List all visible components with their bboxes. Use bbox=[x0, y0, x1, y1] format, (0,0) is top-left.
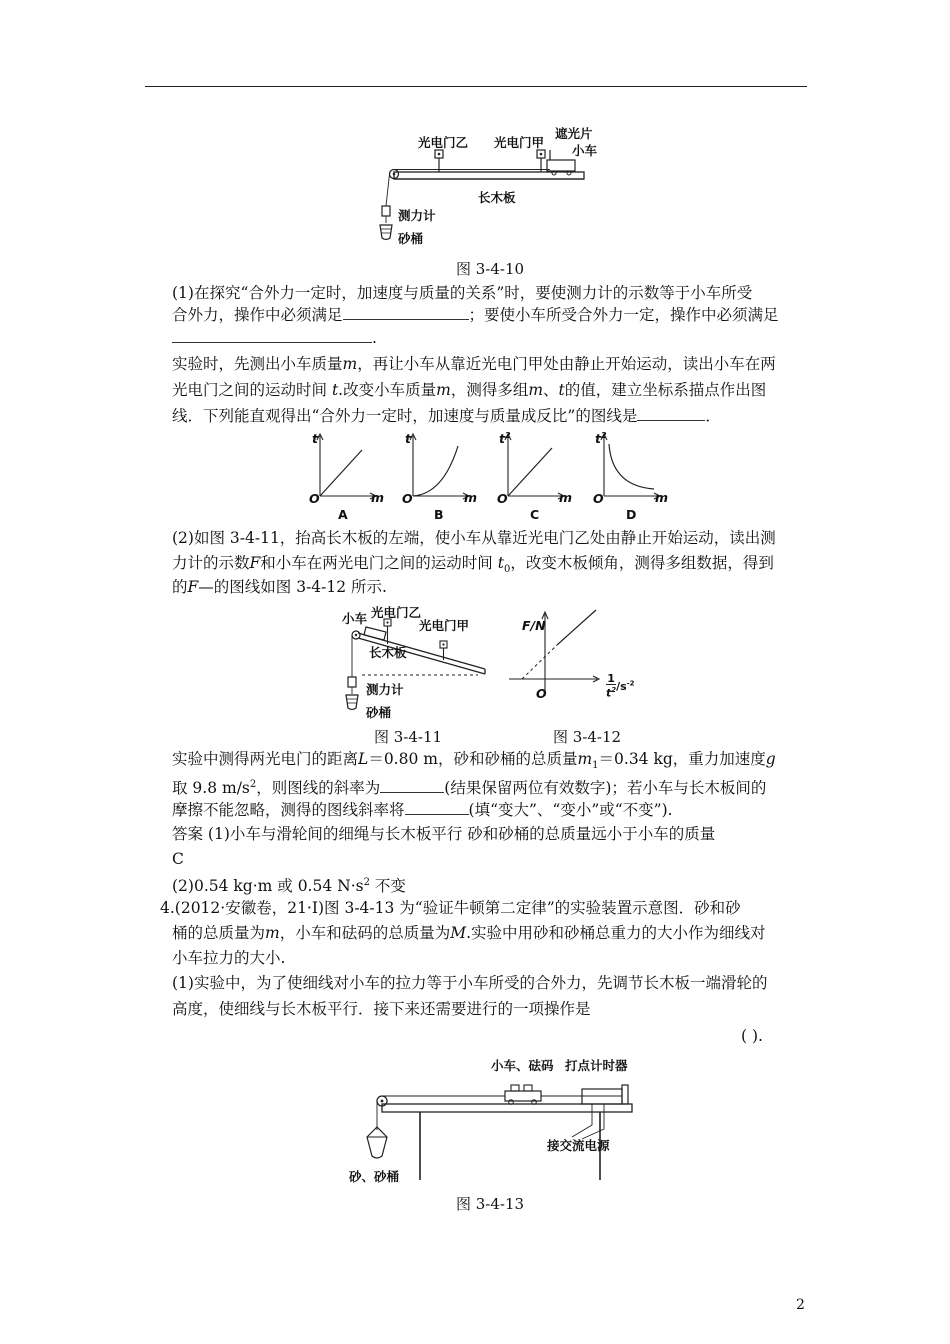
header-rule bbox=[145, 86, 807, 87]
q3-line1: 实验中测得两光电门的距离L＝0.80 m，砂和砂桶的总质量$m_1=0.34$ kg，重力加速度g bbox=[172, 750, 776, 772]
fig12-xlabel: $\frac{1}{t^2}$ $/s^{-2}$ bbox=[606, 672, 635, 700]
fig13-caption: 图 3-4-13 bbox=[456, 1195, 525, 1213]
fig10-meter-label: 测力计 bbox=[398, 208, 436, 223]
graph-b-plot bbox=[403, 432, 473, 504]
q1-blank-1[interactable] bbox=[343, 305, 469, 320]
graph-d-ylabel: $t^2$ bbox=[595, 431, 607, 447]
q4-line3: 小车拉力的大小. bbox=[172, 949, 286, 967]
fig12-line bbox=[557, 610, 596, 645]
fig12-origin: O bbox=[536, 686, 547, 701]
fig10-cart-label: 小车 bbox=[572, 143, 598, 158]
fig11-caption: 图 3-4-11 bbox=[374, 728, 443, 746]
fig13-sand-label: 砂、砂桶 bbox=[349, 1169, 400, 1184]
graph-b-curve bbox=[413, 446, 458, 496]
fig13-power-label: 接交流电源 bbox=[547, 1138, 610, 1153]
answer-line1: 答案 (1)小车与滑轮间的细绳与长木板平行 砂和砂桶的总质量远小于小车的质量 bbox=[172, 825, 716, 843]
q3-line2: 取 9.8 $m/s^2$，则图线的斜率为 (结果保留两位有效数字)；若小车与长木板间的 bbox=[172, 779, 767, 798]
q1-line2: 合外力，操作中必须满足 ；要使小车所受合外力一定，操作中必须满足 bbox=[172, 306, 779, 324]
graph-c-ylabel: $t^2$ bbox=[499, 431, 511, 447]
fig12-ylabel: F/N bbox=[522, 618, 546, 633]
q4-answer-bracket: ( ). bbox=[741, 1027, 763, 1045]
q1-para-line2: 光电门之间的运动时间 t.改变小车质量m，测得多组m、t的值，建立坐标系描点作出图 bbox=[172, 381, 767, 399]
fig12-caption: 图 3-4-12 bbox=[553, 728, 622, 746]
fig11-gate-b-label: 光电门乙 bbox=[371, 605, 422, 620]
q1-blank-2[interactable] bbox=[172, 328, 372, 343]
graph-a-letter: A bbox=[338, 507, 348, 522]
fig10-shade-label: 遮光片 bbox=[555, 126, 593, 141]
q2-line3: 的F—的图线如图 3-4-12 所示. bbox=[172, 578, 387, 596]
fig10-gate-a-label: 光电门甲 bbox=[494, 135, 545, 150]
q4-line2: 桶的总质量为m，小车和砝码的总质量为M.实验中用砂和砂桶总重力的大小作为细线对 bbox=[172, 924, 766, 942]
fig11-board-label: 长木板 bbox=[369, 645, 407, 660]
fig10-board-label: 长木板 bbox=[478, 190, 516, 205]
q2-line2: 力计的示数F和小车在两光电门之间的运动时间 $t_0$，改变木板倾角，测得多组数据，得到 bbox=[172, 554, 774, 576]
q1-para-line3: 线．下列能直观得出“合外力一定时，加速度与质量成反比”的图线是 ． bbox=[172, 407, 721, 425]
fig13-timer-label: 打点计时器 bbox=[565, 1058, 628, 1073]
fig11-bucket-label: 砂桶 bbox=[366, 705, 392, 720]
fig12-extrapolation bbox=[522, 645, 557, 679]
fig13-drawing bbox=[360, 1065, 640, 1185]
answer-line2: C bbox=[172, 850, 184, 868]
q3-blank-2[interactable] bbox=[405, 800, 469, 815]
page-number: 2 bbox=[796, 1297, 805, 1313]
fig10-gate-b-label: 光电门乙 bbox=[418, 135, 469, 150]
fig13-cart-label: 小车、砝码 bbox=[491, 1058, 554, 1073]
answer-line3: (2)0.54 kg·m 或 0.54 $N\cdot s^2$ 不变 bbox=[172, 877, 406, 896]
q4-line4: (1)实验中，为了使细线对小车的拉力等于小车所受的合外力，先调节长木板一端滑轮的 bbox=[172, 974, 768, 992]
graph-b-xlabel: m bbox=[464, 490, 478, 505]
graph-d-curve bbox=[609, 444, 654, 489]
q1-blank-3[interactable] bbox=[637, 406, 705, 421]
q1-para-line1: 实验时，先测出小车质量m，再让小车从靠近光电门甲处由静止开始运动，读出小车在两 bbox=[172, 355, 776, 373]
q3-blank-1[interactable] bbox=[380, 778, 444, 793]
graph-d-letter: D bbox=[626, 507, 637, 522]
graph-b-letter: B bbox=[434, 507, 444, 522]
fig10-bucket-label: 砂桶 bbox=[398, 231, 424, 246]
graph-d-origin: O bbox=[593, 491, 604, 506]
fig11-cart-label: 小车 bbox=[342, 611, 368, 626]
graph-c-origin: O bbox=[497, 491, 508, 506]
graph-a-xlabel: m bbox=[371, 490, 385, 505]
graph-c-letter: C bbox=[530, 507, 540, 522]
q4-line1: 4.(2012·安徽卷，21·Ⅰ)图 3-4-13 为“验证牛顿第二定律”的实验装置示意图．砂和砂 bbox=[160, 899, 741, 917]
graph-a-ylabel: t bbox=[312, 431, 318, 446]
graph-d-xlabel: m bbox=[655, 490, 669, 505]
fig10-caption: 图 3-4-10 bbox=[456, 260, 525, 278]
graph-a-origin: O bbox=[309, 491, 320, 506]
graph-c-curve bbox=[508, 448, 552, 496]
q4-line5: 高度，使细线与长木板平行．接下来还需要进行的一项操作是 bbox=[172, 1000, 591, 1018]
fig11-gate-a-label: 光电门甲 bbox=[419, 618, 470, 633]
q1-line3: . bbox=[172, 327, 377, 349]
graph-c-xlabel: m bbox=[559, 490, 573, 505]
q3-line3: 摩擦不能忽略，测得的图线斜率将 (填“变大”、“变小”或“不变”). bbox=[172, 801, 673, 819]
q2-line1: (2)如图 3-4-11，抬高长木板的左端，使小车从靠近光电门乙处由静止开始运动，读出测 bbox=[172, 529, 776, 547]
graph-a-curve bbox=[320, 450, 362, 496]
graph-b-origin: O bbox=[402, 491, 413, 506]
fig11-meter-label: 测力计 bbox=[366, 682, 404, 697]
graph-a-plot bbox=[310, 432, 380, 504]
q1-line1: (1)在探究“合外力一定时，加速度与质量的关系”时，要使测力计的示数等于小车所受 bbox=[172, 284, 753, 302]
graph-b-ylabel: t bbox=[405, 431, 411, 446]
